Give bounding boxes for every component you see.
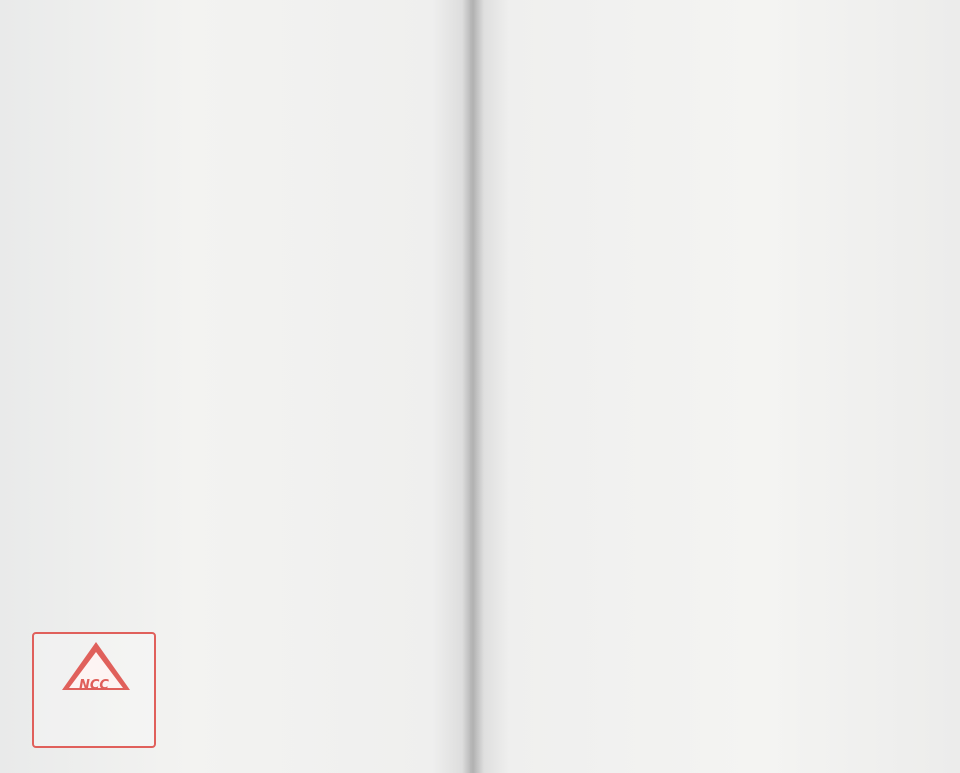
right-page-body <box>500 40 840 740</box>
ncc-watermark-stamp <box>32 632 156 748</box>
left-page <box>0 0 470 773</box>
stamp-brand-text: NCC <box>79 678 109 693</box>
left-page-body <box>120 40 440 740</box>
book-gutter <box>462 0 484 773</box>
